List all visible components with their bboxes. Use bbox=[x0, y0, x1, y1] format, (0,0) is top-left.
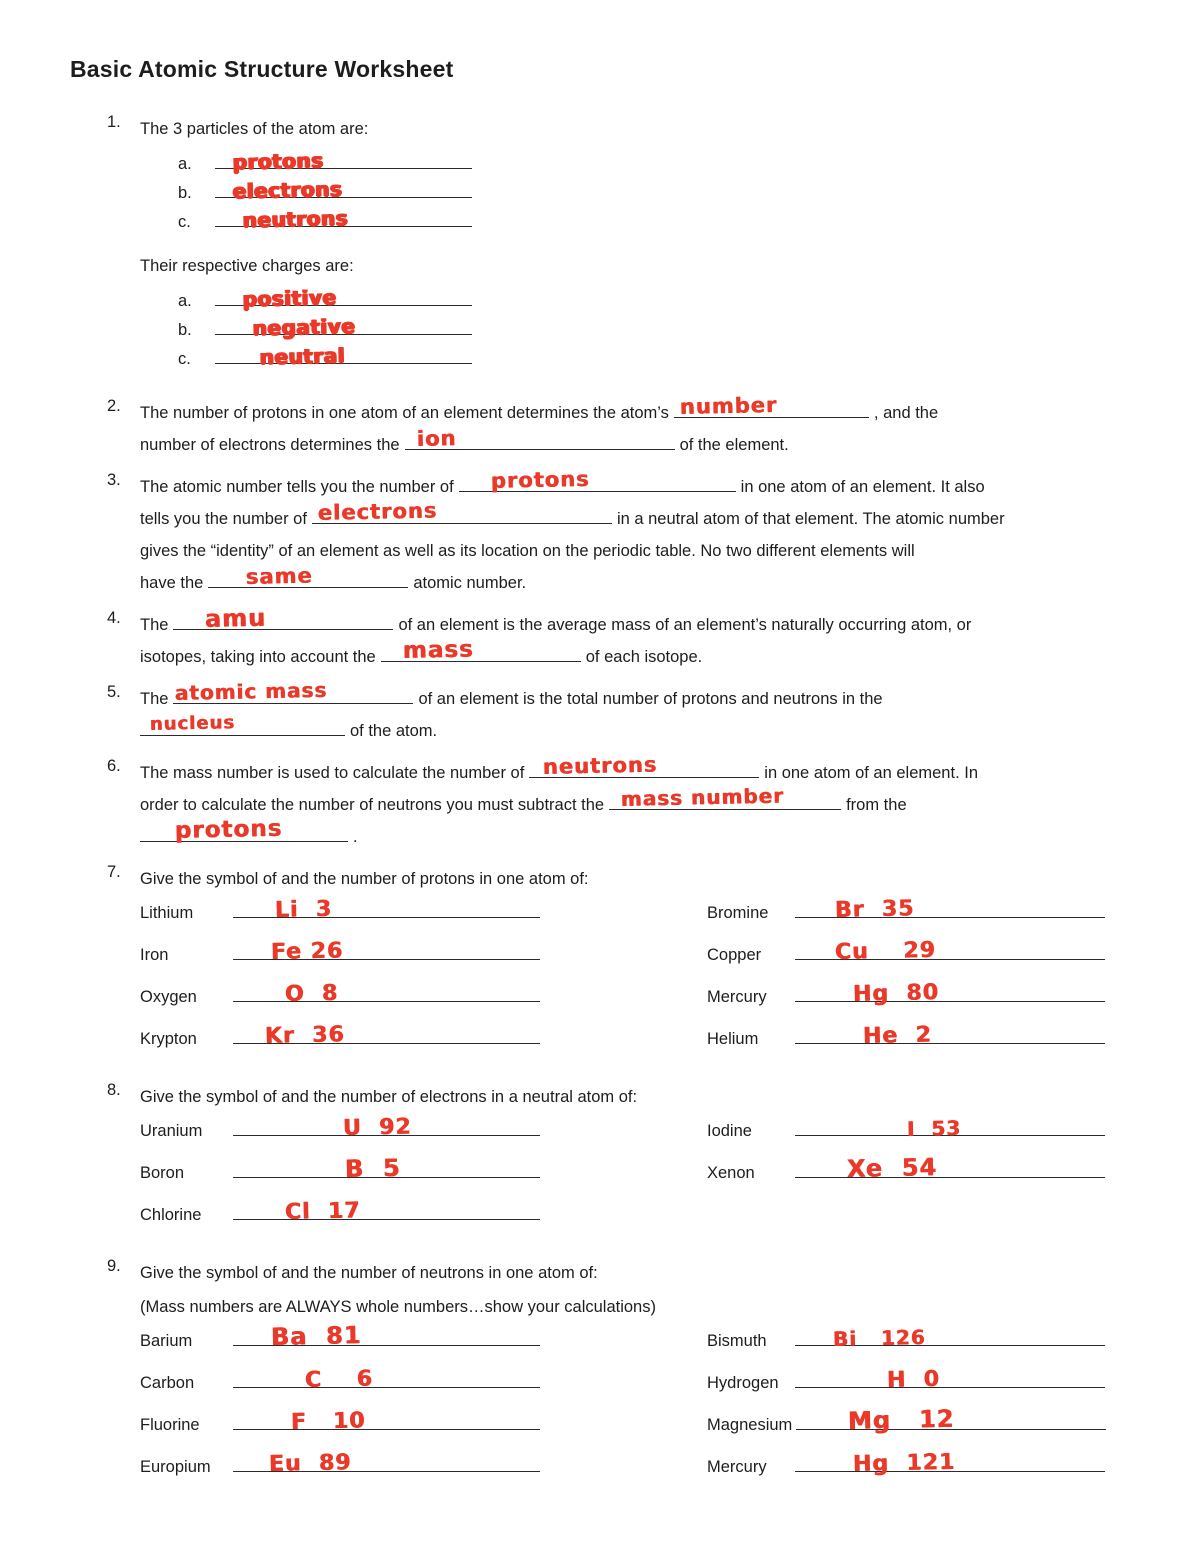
element-label: Lithium bbox=[140, 904, 194, 922]
handwritten-answer: F 10 bbox=[290, 1408, 366, 1435]
handwritten-answer: He 2 bbox=[862, 1022, 932, 1049]
handwritten-answer: Kr 36 bbox=[264, 1022, 345, 1049]
question-7-prompt: Give the symbol of and the number of protons in one atom of: bbox=[140, 870, 589, 888]
handwritten-answer: Cl 17 bbox=[284, 1198, 361, 1225]
question-4-line-2 bbox=[140, 636, 1134, 673]
question-6-number: 6. bbox=[107, 757, 121, 775]
question-text: of the element. bbox=[679, 436, 789, 454]
element-answer-blank bbox=[233, 980, 540, 1007]
question-8-elements bbox=[140, 1114, 1134, 1247]
element-label: Magnesium bbox=[707, 1416, 793, 1434]
q5-blank-2 bbox=[140, 712, 345, 736]
element-label: Xenon bbox=[707, 1164, 755, 1182]
element-answer-blank bbox=[795, 937, 1105, 965]
element-row bbox=[707, 1153, 1137, 1205]
element-label: Iron bbox=[140, 946, 169, 964]
element-label: Bromine bbox=[707, 904, 769, 922]
handwritten-answer: H 0 bbox=[886, 1366, 941, 1393]
item-label: c. bbox=[178, 350, 191, 368]
q1-charge-c-blank bbox=[215, 343, 472, 369]
element-row bbox=[140, 1366, 610, 1415]
question-text: The number of protons in one atom of an element determines the atom’s bbox=[140, 404, 669, 422]
handwritten-answer: U 92 bbox=[342, 1114, 412, 1141]
question-5-line-1 bbox=[140, 677, 1134, 715]
question-3-line-4 bbox=[140, 563, 1134, 599]
question-4-number: 4. bbox=[107, 609, 121, 627]
item-label: b. bbox=[178, 321, 192, 339]
element-column-left bbox=[140, 1114, 610, 1247]
handwritten-answer: neutrons bbox=[542, 752, 658, 780]
item-label: a. bbox=[178, 155, 192, 173]
element-label: Hydrogen bbox=[707, 1374, 779, 1392]
element-label: Mercury bbox=[707, 1458, 767, 1476]
question-7-elements bbox=[140, 896, 1134, 1071]
element-label: Iodine bbox=[707, 1122, 752, 1140]
handwritten-answer: number bbox=[679, 392, 778, 420]
handwritten-answer: electrons bbox=[232, 176, 343, 203]
element-row bbox=[707, 1022, 1137, 1071]
handwritten-answer: Ba 81 bbox=[270, 1321, 362, 1351]
question-text: The atomic number tells you the number of bbox=[140, 478, 454, 496]
question-text: in one atom of an element. It also bbox=[740, 478, 985, 496]
question-text: , and the bbox=[873, 404, 939, 422]
element-row bbox=[140, 1198, 610, 1247]
element-answer-blank bbox=[233, 1321, 540, 1351]
handwritten-answer: Hg 80 bbox=[852, 980, 940, 1007]
question-text: The bbox=[140, 616, 169, 634]
question-text: order to calculate the number of neutrons you must subtract the bbox=[140, 796, 605, 814]
element-label: Bismuth bbox=[707, 1332, 767, 1350]
page-title: Basic Atomic Structure Worksheet bbox=[70, 56, 454, 82]
handwritten-answer: electrons bbox=[317, 498, 438, 526]
item-label: b. bbox=[178, 184, 192, 202]
element-answer-blank bbox=[795, 896, 1105, 923]
question-text: have the bbox=[140, 574, 204, 592]
question-5 bbox=[107, 677, 1134, 747]
handwritten-answer: Hg 121 bbox=[852, 1449, 956, 1477]
question-4 bbox=[107, 603, 1134, 673]
question-9 bbox=[107, 1257, 1134, 1499]
question-8-prompt: Give the symbol of and the number of electrons in a neutral atom of: bbox=[140, 1088, 638, 1106]
element-answer-blank bbox=[233, 1450, 540, 1477]
handwritten-answer: neutral bbox=[259, 343, 346, 369]
q4-blank-2 bbox=[381, 636, 581, 665]
handwritten-answer: atomic mass bbox=[174, 677, 328, 706]
element-answer-blank bbox=[233, 938, 540, 965]
question-2-number: 2. bbox=[107, 397, 121, 415]
handwritten-answer: Li 3 bbox=[274, 896, 333, 923]
question-2-line-2 bbox=[140, 426, 1134, 461]
question-6 bbox=[107, 752, 1134, 853]
question-8-number: 8. bbox=[107, 1081, 121, 1099]
question-3-line-1 bbox=[140, 466, 1134, 503]
question-1-prompt: The 3 particles of the atom are: bbox=[140, 120, 369, 138]
item-label: c. bbox=[178, 213, 191, 231]
question-3-line-2 bbox=[140, 498, 1134, 535]
q1-particle-a-blank bbox=[215, 148, 472, 174]
element-answer-blank bbox=[795, 980, 1105, 1007]
handwritten-answer: same bbox=[245, 563, 314, 590]
question-6-line-3 bbox=[140, 815, 1134, 853]
question-text: of an element is the average mass of an element’s naturally occurring atom, or bbox=[398, 616, 972, 634]
handwritten-answer: Fe 26 bbox=[270, 938, 344, 965]
element-label: Copper bbox=[707, 946, 762, 964]
question-1-charges-prompt: Their respective charges are: bbox=[140, 257, 354, 275]
question-2-line-1 bbox=[140, 392, 1134, 429]
q2-blank-1 bbox=[674, 392, 869, 420]
element-label: Fluorine bbox=[140, 1416, 200, 1434]
handwritten-answer: B 5 bbox=[344, 1153, 401, 1183]
element-row bbox=[707, 1449, 1137, 1499]
element-answer-blank bbox=[795, 1325, 1105, 1351]
item-label: a. bbox=[178, 292, 192, 310]
handwritten-answer: O 8 bbox=[284, 980, 339, 1007]
element-answer-blank bbox=[233, 896, 540, 923]
handwritten-answer: ion bbox=[415, 426, 457, 452]
q6-blank-2 bbox=[609, 783, 841, 812]
q4-blank-1 bbox=[173, 603, 393, 634]
q3-blank-2 bbox=[312, 498, 612, 526]
handwritten-answer: positive bbox=[242, 285, 337, 311]
question-text: from the bbox=[846, 796, 907, 814]
element-row bbox=[140, 1321, 610, 1373]
question-3 bbox=[107, 466, 1134, 599]
question-9-note: (Mass numbers are ALWAYS whole numbers…show your calculations) bbox=[140, 1298, 656, 1316]
q1-particle-c-blank bbox=[215, 205, 472, 232]
element-answer-blank bbox=[795, 1153, 1105, 1183]
question-text: in a neutral atom of that element. The atomic number bbox=[616, 510, 1005, 528]
q5-blank-1 bbox=[173, 677, 413, 706]
question-text: isotopes, taking into account the bbox=[140, 648, 376, 666]
q1-particle-b-blank bbox=[215, 176, 472, 203]
element-answer-blank bbox=[233, 1198, 540, 1225]
element-row bbox=[140, 896, 610, 945]
element-label: Barium bbox=[140, 1332, 193, 1350]
handwritten-answer: protons bbox=[490, 466, 590, 494]
question-text: gives the “identity” of an element as well as its location on the periodic table. No two different elements will bbox=[140, 542, 915, 560]
element-answer-blank bbox=[795, 1115, 1105, 1141]
q6-blank-3 bbox=[140, 815, 348, 845]
question-text: The mass number is used to calculate the number of bbox=[140, 764, 525, 782]
handwritten-answer: mass bbox=[402, 636, 474, 665]
question-8 bbox=[107, 1081, 1134, 1247]
question-9-prompt: Give the symbol of and the number of neutrons in one atom of: bbox=[140, 1264, 598, 1282]
element-label: Helium bbox=[707, 1030, 759, 1048]
element-answer-blank bbox=[795, 1366, 1105, 1393]
element-row bbox=[140, 980, 610, 1029]
element-label: Chlorine bbox=[140, 1206, 202, 1224]
question-7 bbox=[107, 863, 1134, 1071]
q1-charge-a-blank bbox=[215, 285, 472, 311]
question-text: number of electrons determines the bbox=[140, 436, 400, 454]
handwritten-answer: Bi 126 bbox=[832, 1325, 926, 1351]
handwritten-answer: Mg 12 bbox=[847, 1404, 955, 1435]
element-answer-blank bbox=[233, 1022, 540, 1049]
handwritten-answer: C 6 bbox=[304, 1366, 374, 1393]
question-text: . bbox=[353, 828, 358, 846]
question-text: of an element is the total number of protons and neutrons in the bbox=[418, 690, 883, 708]
handwritten-answer: I 53 bbox=[906, 1115, 962, 1141]
question-5-line-2 bbox=[140, 712, 1134, 747]
handwritten-answer: mass number bbox=[620, 783, 785, 812]
element-answer-blank bbox=[795, 1022, 1105, 1049]
element-label: Europium bbox=[140, 1458, 211, 1476]
element-answer-blank bbox=[796, 1404, 1106, 1435]
question-text: of the atom. bbox=[350, 722, 438, 740]
element-row bbox=[140, 1450, 610, 1499]
element-row bbox=[140, 938, 610, 987]
question-7-number: 7. bbox=[107, 863, 121, 881]
list-item bbox=[178, 343, 1134, 378]
element-column-left bbox=[140, 1321, 610, 1499]
question-text: tells you the number of bbox=[140, 510, 307, 528]
element-answer-blank bbox=[233, 1153, 540, 1183]
element-label: Boron bbox=[140, 1164, 185, 1182]
question-9-number: 9. bbox=[107, 1257, 121, 1275]
element-column-right bbox=[707, 1115, 1137, 1205]
question-4-line-1 bbox=[140, 603, 1134, 641]
question-1 bbox=[107, 113, 1134, 387]
element-answer-blank bbox=[233, 1366, 540, 1393]
element-label: Oxygen bbox=[140, 988, 197, 1006]
element-label: Krypton bbox=[140, 1030, 197, 1048]
question-text: in one atom of an element. In bbox=[764, 764, 978, 782]
question-1-particles bbox=[178, 148, 1134, 241]
element-column-right bbox=[707, 896, 1137, 1071]
handwritten-answer: Xe 54 bbox=[846, 1153, 938, 1183]
element-label: Mercury bbox=[707, 988, 767, 1006]
element-row bbox=[140, 1153, 610, 1205]
element-column-left bbox=[140, 896, 610, 1071]
question-text: of each isotope. bbox=[585, 648, 703, 666]
element-answer-blank bbox=[233, 1408, 540, 1435]
handwritten-answer: protons bbox=[174, 815, 283, 845]
element-label: Uranium bbox=[140, 1122, 203, 1140]
handwritten-answer: neutrons bbox=[242, 205, 349, 232]
question-3-number: 3. bbox=[107, 471, 121, 489]
handwritten-answer: Eu 89 bbox=[268, 1450, 352, 1477]
q2-blank-2 bbox=[405, 426, 675, 452]
question-text: atomic number. bbox=[413, 574, 527, 592]
handwritten-answer: Cu 29 bbox=[834, 937, 937, 965]
element-label: Carbon bbox=[140, 1374, 195, 1392]
list-item bbox=[178, 205, 1134, 241]
question-5-number: 5. bbox=[107, 683, 121, 701]
element-answer-blank bbox=[233, 1114, 540, 1141]
q3-blank-3 bbox=[208, 563, 408, 590]
q6-blank-1 bbox=[529, 752, 759, 780]
q1-charge-b-blank bbox=[215, 313, 472, 340]
question-2 bbox=[107, 392, 1134, 461]
element-row bbox=[140, 1408, 610, 1457]
question-1-number: 1. bbox=[107, 113, 121, 131]
handwritten-answer: Br 35 bbox=[834, 896, 915, 923]
question-text: The bbox=[140, 690, 169, 708]
handwritten-answer: nucleus bbox=[149, 712, 236, 736]
handwritten-answer: protons bbox=[232, 148, 324, 174]
question-9-elements bbox=[140, 1321, 1134, 1499]
element-column-right bbox=[707, 1325, 1137, 1499]
question-6-line-2 bbox=[140, 783, 1134, 821]
q3-blank-1 bbox=[459, 466, 736, 494]
element-row bbox=[140, 1022, 610, 1071]
handwritten-answer: negative bbox=[252, 313, 356, 340]
handwritten-answer: amu bbox=[204, 603, 267, 634]
element-answer-blank bbox=[795, 1449, 1105, 1477]
question-1-charges bbox=[178, 285, 1134, 378]
